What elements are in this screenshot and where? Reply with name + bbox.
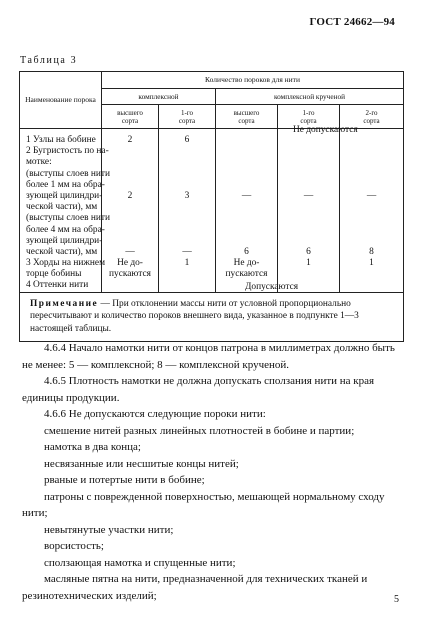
clause-4-6-6: 4.6.6 Не допускаются следующие пороки нити: — [44, 408, 266, 420]
values-column-top-twisted: — 6 Не до- пускаются — [216, 129, 278, 293]
header-defect-name: Наименование порока — [20, 72, 102, 129]
values-column-top-complex: 2 2 — Не до- пускаются — [102, 129, 159, 293]
note-text: — При отклонении массы нити от условной пропорционально пересчитывают и количество пороков внешнего вида, указанное в подпункте 1—3 настоящей таблицы. — [30, 298, 359, 334]
clause-4-6-4: 4.6.4 Начало намотки нити от концов патрона в миллиметрах должно быть не менее: 5 — комплексной; 8 — комплексной крученой. — [22, 342, 395, 371]
standard-number: ГОСТ 24662—94 — [309, 16, 395, 28]
defect-item: несвязанные или несшитые концы нитей; — [44, 457, 239, 470]
defect-item: намотка в два конца; — [44, 441, 141, 453]
table-note — [20, 292, 404, 342]
page-number: 5 — [394, 594, 399, 605]
values-column-1-twisted: — 6 1 — [278, 129, 340, 293]
defect-item: невытянутые участки нити; — [44, 523, 174, 536]
header-grade-2-twisted: 2-го сорта — [340, 105, 404, 129]
defect-item: сползающая намотка и спущенные нити; — [44, 556, 236, 569]
header-defect-count: Количество пороков для нити — [102, 72, 404, 89]
values-column-1-complex: 6 3 — 1 — [159, 129, 216, 293]
header-grade-top-twisted: высшего сорта — [216, 105, 278, 129]
defect-item: масляные пятна на нити, предназначенной для технических тканей и резинотехнических изделий; — [22, 573, 368, 602]
defect-item: смешение нитей разных линейных плотностей в бобине и партии; — [44, 424, 355, 437]
header-grade-1-twisted: 1-го сорта — [278, 105, 340, 129]
defects-table — [19, 71, 404, 342]
header-complex-twisted: комплексной крученой — [216, 89, 404, 105]
values-column-2-twisted: — 8 1 — [340, 129, 404, 293]
allowed-span-all: Допускаются — [245, 282, 299, 292]
table-caption: Таблица 3 — [20, 55, 78, 66]
defect-item: ворсистость; — [44, 540, 104, 552]
header-grade-top-complex: высшего сорта — [102, 105, 159, 129]
defect-item: рваные и потертые нити в бобине; — [44, 474, 205, 486]
clause-4-6-5: 4.6.5 Плотность намотки не должна допускать сползания нити на края единицы продукции. — [22, 375, 375, 404]
header-grade-1-complex: 1-го сорта — [159, 105, 216, 129]
defect-item: патроны с поврежденной поверхностью, мешающей нормальному сходу нити; — [22, 490, 385, 519]
section-text — [22, 340, 402, 604]
note-label: Примечание — [30, 298, 99, 309]
defect-names-column: 1 Узлы на бобине 2 Бугристость по на- мотке: (выступы слоев нити более 1 мм на обра- зующей цилиндри- ческой части), мм (выступы слоев нити более 4 мм на обра- зующей цилиндри- ческой части), мм 3 Хорды на нижнем торце бобины 4 Оттенки нити — [20, 129, 102, 293]
not-allowed-span-twisted: Не допускаются — [293, 125, 358, 135]
header-complex: комплексной — [102, 89, 216, 105]
